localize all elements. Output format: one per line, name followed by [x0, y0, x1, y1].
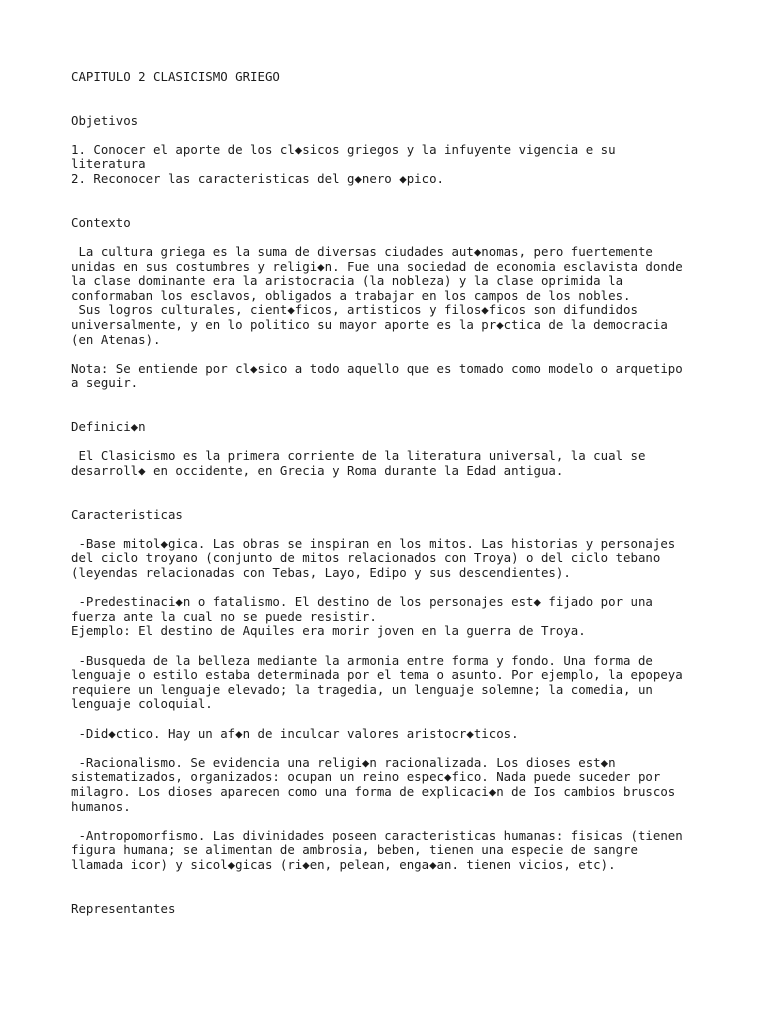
nota-line: a seguir. — [71, 375, 139, 391]
caracteristica-line: -Antropomorfismo. Las divinidades poseen caracteristicas humanas: fisicas (tienen — [71, 827, 683, 843]
contexto-line: La cultura griega es la suma de diversas ciudades aut◆nomas, pero fuertemente — [71, 243, 653, 259]
objetivos-line: literatura — [71, 156, 146, 172]
contexto-line: (en Atenas). — [71, 331, 161, 347]
contexto-line: conformaban los esclavos, obligados a trabajar en los campos de los nobles. — [71, 287, 631, 303]
caracteristica-line: figura humana; se alimentan de ambrosia, beben, tienen una especie de sangre — [71, 842, 638, 858]
caracteristica-line: sistematizados, organizados: ocupan un reino espec◆fico. Nada puede suceder por — [71, 769, 661, 785]
definicion-line: El Clasicismo es la primera corriente de la literatura universal, la cual se — [71, 448, 646, 464]
caracteristica-line: (leyendas relacionadas con Tebas, Layo, Edipo y sus descendientes). — [71, 565, 571, 580]
objetivos-heading: Objetivos — [71, 112, 139, 128]
caracteristica-line: milagro. Los dioses aparecen como una forma de explicaci◆n de Ios cambios bruscos — [71, 783, 676, 799]
caracteristica-item — [71, 829, 701, 873]
objetivos-list — [71, 143, 701, 187]
contexto-line: Sus logros culturales, cient◆ficos, artisticos y filos◆ficos son difundidos — [71, 302, 638, 318]
definicion-line: desarroll◆ en occidente, en Grecia y Roma durante la Edad antigua. — [71, 462, 564, 478]
caracteristicas-heading: Caracteristicas — [71, 506, 183, 522]
objetivos-line: 2. Reconocer las caracteristicas del g◆nero ◆pico. — [71, 170, 444, 186]
caracteristica-item — [71, 654, 701, 712]
nota-paragraph — [71, 362, 701, 391]
caracteristica-item — [71, 756, 701, 814]
caracteristica-line: lenguaje coloquial. — [71, 696, 213, 712]
caracteristica-line: -Predestinaci◆n o fatalismo. El destino de los personajes est◆ fijado por una — [71, 594, 653, 610]
caracteristica-line: -Base mitol◆gica. Las obras se inspiran en los mitos. Las historias y personajes — [71, 535, 676, 551]
contexto-line: la clase dominante era la aristocracia (la nobleza) y la clase oprimida la — [71, 273, 624, 289]
nota-line: Nota: Se entiende por cl◆sico a todo aquello que es tomado como modelo o arquetipo — [71, 360, 683, 376]
document-page — [71, 70, 701, 916]
representantes-heading: Representantes — [71, 900, 176, 916]
contexto-paragraph — [71, 245, 701, 347]
contexto-line: universalmente, y en lo politico su mayor aporte es la pr◆ctica de la democracia — [71, 316, 668, 332]
caracteristica-item — [71, 537, 701, 581]
caracteristica-line: requiere un lenguaje elevado; la tragedia, un lenguaje solemne; la comedia, un — [71, 681, 653, 697]
contexto-line: unidas en sus costumbres y religi◆n. Fue una sociedad de economia esclavista donde — [71, 258, 683, 274]
caracteristica-item — [71, 727, 701, 742]
chapter-title: CAPITULO 2 CLASICISMO GRIEGO — [71, 69, 280, 84]
caracteristica-line: -Busqueda de la belleza mediante la armonia entre forma y fondo. Una forma de — [71, 652, 653, 668]
caracteristica-line: -Did◆ctico. Hay un af◆n de inculcar valores aristocr◆ticos. — [71, 725, 519, 741]
caracteristica-line: fuerza ante la cual no se puede resistir. — [71, 608, 377, 624]
caracteristica-line: llamada icor) y sicol◆gicas (ri◆en, pelean, enga◆an. tienen vicios, etc). — [71, 856, 616, 872]
definicion-paragraph — [71, 449, 701, 478]
contexto-heading: Contexto — [71, 214, 131, 230]
caracteristica-item — [71, 595, 701, 639]
caracteristica-line: lenguaje o estilo estaba determinada por el tema o asunto. Por ejemplo, la epopeya — [71, 667, 683, 683]
objetivos-line: 1. Conocer el aporte de los cl◆sicos griegos y la infuyente vigencia e su — [71, 141, 616, 157]
caracteristica-line: Ejemplo: El destino de Aquiles era morir joven en la guerra de Troya. — [71, 623, 586, 639]
caracteristica-line: del ciclo troyano (conjunto de mitos relacionados con Troya) o del ciclo tebano — [71, 550, 661, 566]
caracteristica-line: humanos. — [71, 798, 131, 814]
definicion-heading: Definici◆n — [71, 419, 146, 435]
caracteristica-line: -Racionalismo. Se evidencia una religi◆n racionalizada. Los dioses est◆n — [71, 754, 616, 770]
